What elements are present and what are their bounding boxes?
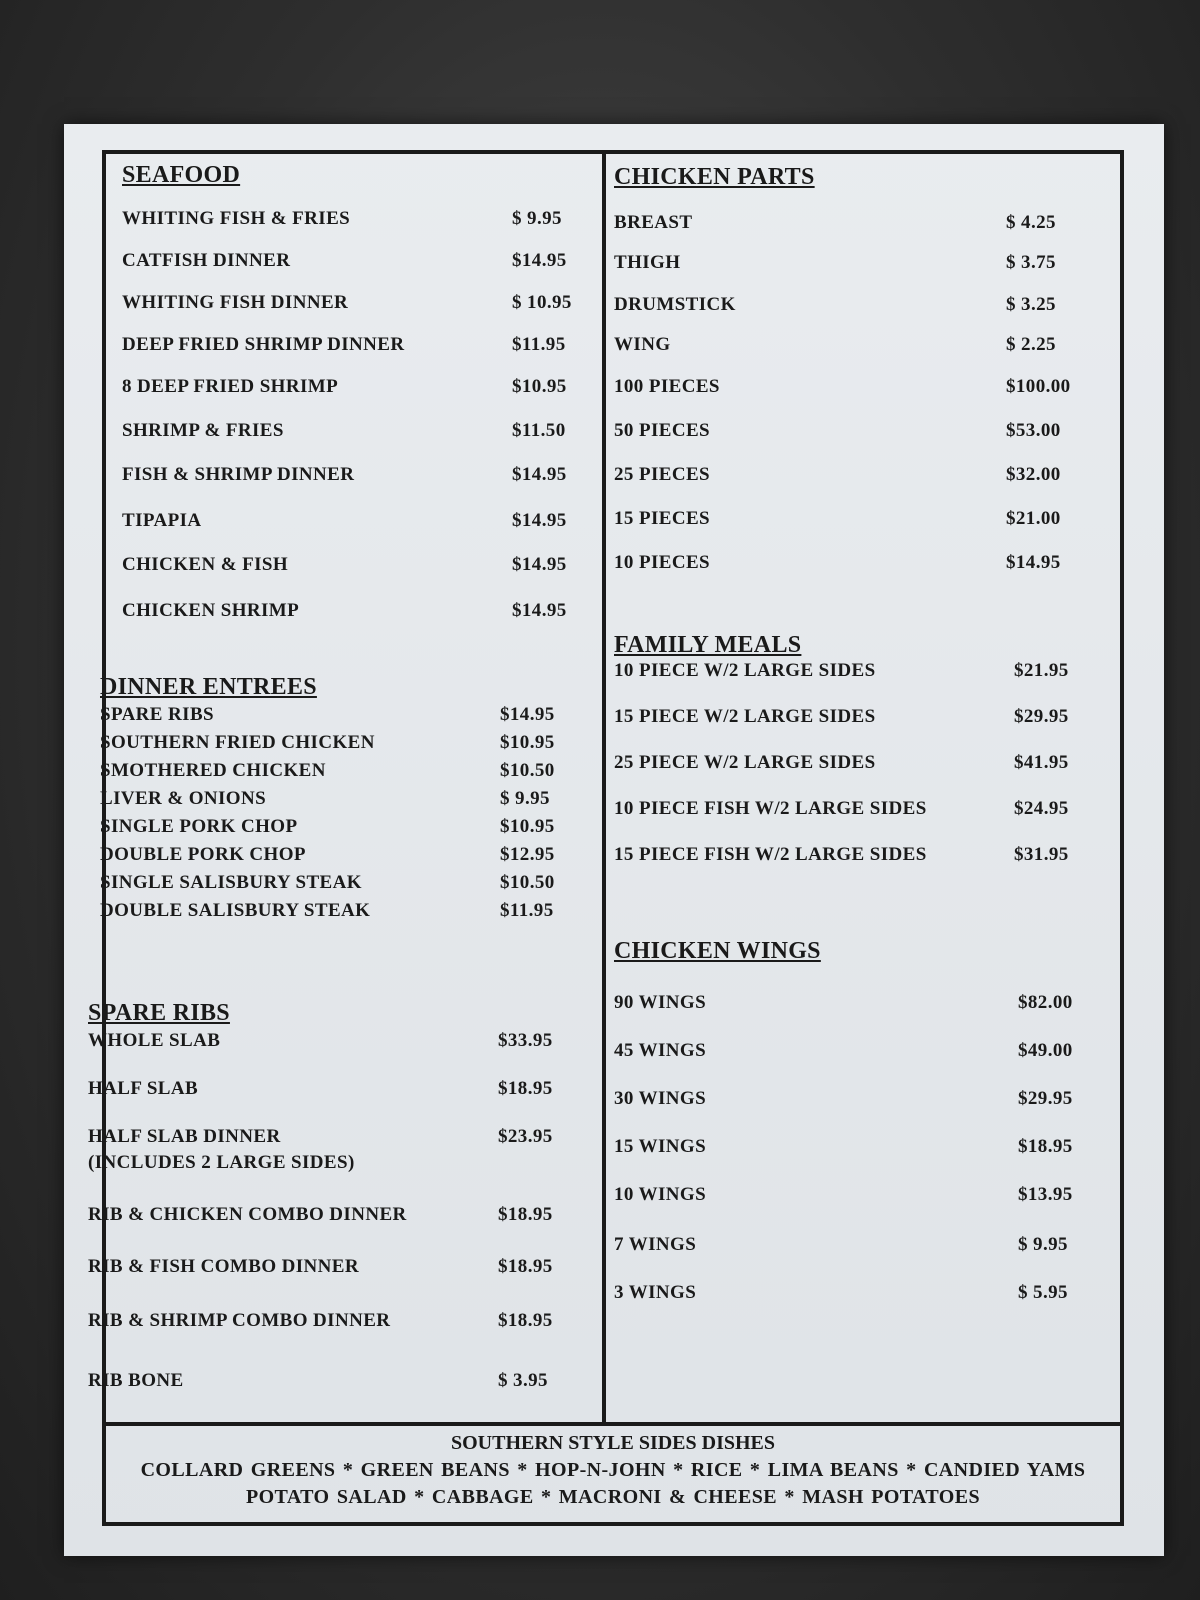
family-meals-heading: FAMILY MEALS xyxy=(614,632,802,658)
menu-frame xyxy=(88,150,1124,1526)
item-price: $23.95 xyxy=(498,1126,553,1147)
item-price: $14.95 xyxy=(512,600,567,621)
item-price: $14.95 xyxy=(512,510,567,531)
item-name: 10 PIECE FISH W/2 LARGE SIDES xyxy=(614,798,927,819)
item-price: $ 4.25 xyxy=(1006,212,1056,233)
item-price: $18.95 xyxy=(498,1078,553,1099)
item-price: $53.00 xyxy=(1006,420,1061,441)
item-price: $11.95 xyxy=(500,900,554,921)
dinner-entrees-heading: DINNER ENTREES xyxy=(100,674,317,700)
item-price: $10.95 xyxy=(512,376,567,397)
item-name: HALF SLAB DINNER xyxy=(88,1126,281,1147)
item-price: $ 9.95 xyxy=(500,788,550,809)
item-price: $14.95 xyxy=(500,704,555,725)
item-price: $14.95 xyxy=(512,250,567,271)
item-name: 100 PIECES xyxy=(614,376,720,397)
item-price: $29.95 xyxy=(1014,706,1069,727)
item-name: LIVER & ONIONS xyxy=(100,788,267,809)
item-price: $12.95 xyxy=(500,844,555,865)
item-name: DOUBLE SALISBURY STEAK xyxy=(100,900,371,921)
item-price: $ 9.95 xyxy=(512,208,562,229)
item-name: SPARE RIBS xyxy=(100,704,214,725)
item-name: 8 DEEP FRIED SHRIMP xyxy=(122,376,339,397)
chicken-parts-heading: CHICKEN PARTS xyxy=(614,164,815,190)
spare-ribs-heading: SPARE RIBS xyxy=(88,1000,230,1026)
item-name: 15 PIECE FISH W/2 LARGE SIDES xyxy=(614,844,927,865)
item-price: $82.00 xyxy=(1018,992,1073,1013)
left-column xyxy=(88,154,606,1424)
item-name: FISH & SHRIMP DINNER xyxy=(122,464,355,485)
item-price: $49.00 xyxy=(1018,1040,1073,1061)
item-price: $ 3.95 xyxy=(498,1370,548,1391)
item-name: WHOLE SLAB xyxy=(88,1030,221,1051)
sides-box xyxy=(106,1422,1120,1522)
item-name: RIB & FISH COMBO DINNER xyxy=(88,1256,359,1277)
seafood-heading: SEAFOOD xyxy=(122,162,241,188)
item-price: $ 9.95 xyxy=(1018,1234,1068,1255)
item-name: RIB BONE xyxy=(88,1370,184,1391)
item-name: 10 WINGS xyxy=(614,1184,707,1205)
item-price: $18.95 xyxy=(498,1310,553,1331)
item-name: 3 WINGS xyxy=(614,1282,697,1303)
item-price: $10.95 xyxy=(500,816,555,837)
item-name: SOUTHERN FRIED CHICKEN xyxy=(100,732,375,753)
item-name: 15 PIECES xyxy=(614,508,710,529)
item-price: $11.95 xyxy=(512,334,566,355)
item-price: $32.00 xyxy=(1006,464,1061,485)
item-price: $10.50 xyxy=(500,760,555,781)
item-price: $21.00 xyxy=(1006,508,1061,529)
item-price: $10.50 xyxy=(500,872,555,893)
item-name: SINGLE PORK CHOP xyxy=(100,816,298,837)
item-price: $ 3.75 xyxy=(1006,252,1056,273)
item-name: RIB & CHICKEN COMBO DINNER xyxy=(88,1204,407,1225)
item-name: 15 PIECE W/2 LARGE SIDES xyxy=(614,706,876,727)
item-name: WING xyxy=(614,334,671,355)
item-price: $13.95 xyxy=(1018,1184,1073,1205)
item-name: 50 PIECES xyxy=(614,420,710,441)
item-name: CATFISH DINNER xyxy=(122,250,291,271)
item-name: WHITING FISH DINNER xyxy=(122,292,349,313)
item-price: $ 3.25 xyxy=(1006,294,1056,315)
item-name: 45 WINGS xyxy=(614,1040,707,1061)
item-price: $18.95 xyxy=(1018,1136,1073,1157)
sides-line-2: POTATO SALAD * CABBAGE * MACRONI & CHEESE * MASH POTATOES xyxy=(245,1486,980,1508)
item-name: 25 PIECES xyxy=(614,464,710,485)
item-price: $33.95 xyxy=(498,1030,553,1051)
item-price: $ 5.95 xyxy=(1018,1282,1068,1303)
item-name: DEEP FRIED SHRIMP DINNER xyxy=(122,334,405,355)
item-name: 30 WINGS xyxy=(614,1088,707,1109)
item-name: HALF SLAB xyxy=(88,1078,199,1099)
item-price: $41.95 xyxy=(1014,752,1069,773)
item-name: 10 PIECE W/2 LARGE SIDES xyxy=(614,660,876,681)
chicken-wings-heading: CHICKEN WINGS xyxy=(614,938,821,964)
item-name: THIGH xyxy=(614,252,681,273)
item-name: SINGLE SALISBURY STEAK xyxy=(100,872,362,893)
item-name: 10 PIECES xyxy=(614,552,710,573)
item-name: 25 PIECE W/2 LARGE SIDES xyxy=(614,752,876,773)
item-name: CHICKEN SHRIMP xyxy=(122,600,300,621)
item-price: $11.50 xyxy=(512,420,566,441)
item-price: $29.95 xyxy=(1018,1088,1073,1109)
item-name: 15 WINGS xyxy=(614,1136,707,1157)
item-name: SMOTHERED CHICKEN xyxy=(100,760,326,781)
item-price: $14.95 xyxy=(512,464,567,485)
item-name: DRUMSTICK xyxy=(614,294,736,315)
item-price: $24.95 xyxy=(1014,798,1069,819)
item-name: WHITING FISH & FRIES xyxy=(122,208,351,229)
item-price: $ 10.95 xyxy=(512,292,572,313)
item-name: 90 WINGS xyxy=(614,992,707,1013)
item-name: SHRIMP & FRIES xyxy=(122,420,284,441)
item-price: $10.95 xyxy=(500,732,555,753)
item-price: $14.95 xyxy=(1006,552,1061,573)
item-price: $18.95 xyxy=(498,1256,553,1277)
item-name: TIPAPIA xyxy=(122,510,202,531)
item-price: $31.95 xyxy=(1014,844,1069,865)
item-price: $18.95 xyxy=(498,1204,553,1225)
sides-line-1: COLLARD GREENS * GREEN BEANS * HOP-N-JOHN * RICE * LIMA BEANS * CANDIED YAMS xyxy=(140,1459,1086,1481)
right-column xyxy=(606,154,1120,1424)
item-note: (INCLUDES 2 LARGE SIDES) xyxy=(88,1152,355,1173)
item-price: $14.95 xyxy=(512,554,567,575)
menu-paper xyxy=(64,124,1164,1556)
item-name: RIB & SHRIMP COMBO DINNER xyxy=(88,1310,391,1331)
item-name: 7 WINGS xyxy=(614,1234,697,1255)
item-name: BREAST xyxy=(614,212,693,233)
item-price: $ 2.25 xyxy=(1006,334,1056,355)
item-name: CHICKEN & FISH xyxy=(122,554,289,575)
item-price: $100.00 xyxy=(1006,376,1071,397)
item-name: DOUBLE PORK CHOP xyxy=(100,844,306,865)
sides-title: SOUTHERN STYLE SIDES DISHES xyxy=(450,1432,775,1454)
item-price: $21.95 xyxy=(1014,660,1069,681)
